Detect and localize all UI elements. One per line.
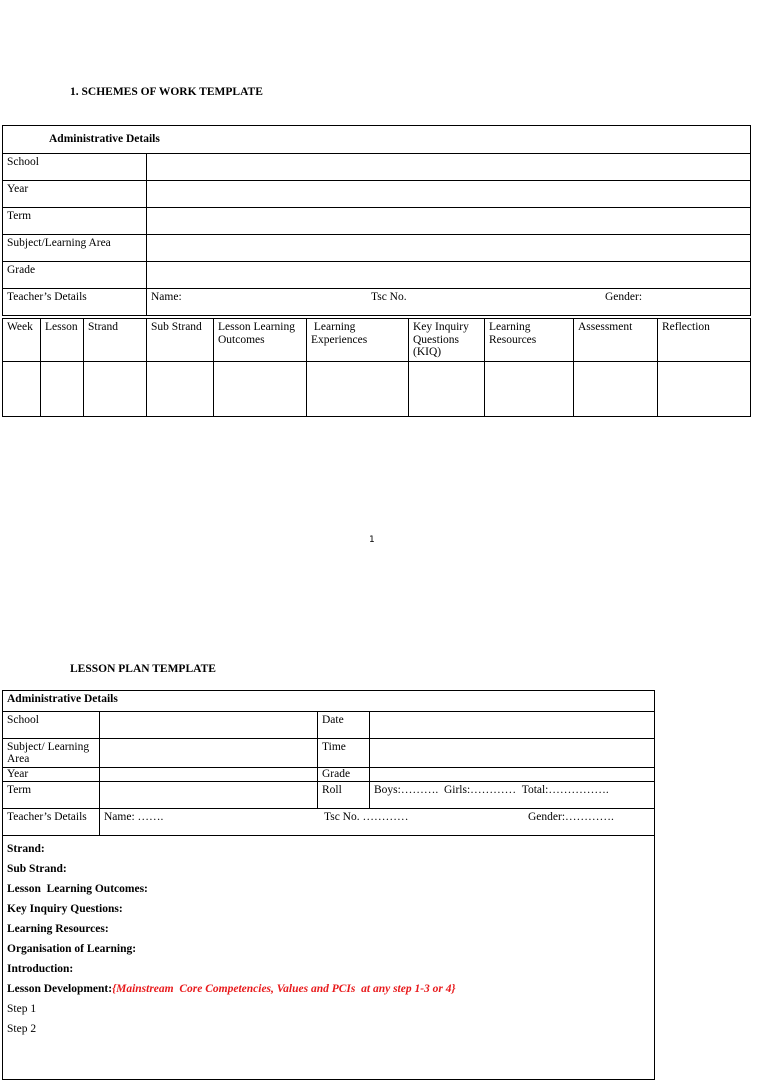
cell-lesson[interactable] [41,361,84,416]
lp-year-label: Year [3,768,100,782]
schemes-subject-value[interactable] [147,235,751,262]
cell-sub-strand[interactable] [147,361,214,416]
lp-term-value[interactable] [100,782,318,809]
lp-teacher-label: Teacher’s Details [3,809,100,836]
cell-assessment[interactable] [574,361,658,416]
lp-name: Name: ……. [104,811,164,823]
lp-year-value[interactable] [100,768,318,782]
lp-kiq: Key Inquiry Questions: [7,903,123,915]
lp-school-label: School [3,712,100,739]
schemes-admin-table [2,125,751,316]
lp-grade-label: Grade [318,768,370,782]
lp-step-2: Step 2 [7,1023,37,1035]
schemes-term-value[interactable] [147,208,751,235]
lp-term-label: Term [3,782,100,809]
col-week: Week [3,319,41,362]
lesson-plan-title: LESSON PLAN TEMPLATE [70,663,216,675]
schemes-year-value[interactable] [147,181,751,208]
cell-learning-outcomes[interactable] [214,361,307,416]
col-reflection: Reflection [658,319,751,362]
schemes-columns-table [2,318,751,417]
schemes-row-term: Term [3,208,147,235]
schemes-name-label: Name: [151,291,182,303]
col-learning-resources: Learning Resources [485,319,574,362]
cell-learning-resources[interactable] [485,361,574,416]
lp-time-label: Time [318,739,370,768]
cell-strand[interactable] [84,361,147,416]
lesson-plan-table [2,690,655,1080]
col-sub-strand: Sub Strand [147,319,214,362]
cell-kiq[interactable] [409,361,485,416]
lp-introduction: Introduction: [7,963,74,975]
schemes-row-subject: Subject/Learning Area [3,235,147,262]
lp-date-value[interactable] [370,712,655,739]
cell-week[interactable] [3,361,41,416]
schemes-school-value[interactable] [147,154,751,181]
schemes-gender-label: Gender: [605,291,643,303]
lp-boys: Boys:………. [374,784,439,796]
lp-gender: Gender:…………. [528,811,614,823]
col-assessment: Assessment [574,319,658,362]
col-strand: Strand [84,319,147,362]
lp-school-value[interactable] [100,712,318,739]
lp-strand: Strand: [7,843,45,855]
lp-step-1: Step 1 [7,1003,37,1015]
schemes-teacher-value[interactable] [147,289,751,316]
col-lesson: Lesson [41,319,84,362]
lp-teacher-value[interactable] [100,809,655,836]
lp-admin-header: Administrative Details [3,691,655,712]
schemes-row-school: School [3,154,147,181]
schemes-admin-header: Administrative Details [3,126,751,154]
lp-development-note: {Mainstream Core Competencies, Values and PCIs at any step 1-3 or 4} [112,983,456,995]
page-number: 1 [369,535,375,545]
schemes-row-year: Year [3,181,147,208]
lp-organisation: Organisation of Learning: [7,943,137,955]
lp-time-value[interactable] [370,739,655,768]
lp-subject-value[interactable] [100,739,318,768]
schemes-row-grade: Grade [3,262,147,289]
col-kiq: Key Inquiry Questions (KIQ) [409,319,485,362]
lp-grade-value[interactable] [370,768,655,782]
lp-development-line [7,979,650,999]
lp-body[interactable] [3,836,655,1080]
lp-date-label: Date [318,712,370,739]
lp-total: Total:……………. [521,784,609,796]
lp-tsc: Tsc No. ………… [324,811,409,823]
schemes-tsc-label: Tsc No. [371,291,407,303]
lp-sub-strand: Sub Strand: [7,863,67,875]
lp-roll-label: Roll [318,782,370,809]
schemes-teacher-label: Teacher’s Details [3,289,147,316]
lp-resources: Learning Resources: [7,923,109,935]
lp-subject-label: Subject/ Learning Area [3,739,100,768]
lp-roll-value[interactable] [370,782,655,809]
lp-outcomes: Lesson Learning Outcomes: [7,883,148,895]
lp-development: Lesson Development: [7,983,113,995]
cell-learning-experiences[interactable] [307,361,409,416]
schemes-grade-value[interactable] [147,262,751,289]
col-learning-experiences: Learning Experiences [307,319,409,362]
lp-girls: Girls:………… [443,784,517,796]
schemes-title: 1. SCHEMES OF WORK TEMPLATE [70,86,263,98]
col-learning-outcomes: Lesson Learning Outcomes [214,319,307,362]
cell-reflection[interactable] [658,361,751,416]
